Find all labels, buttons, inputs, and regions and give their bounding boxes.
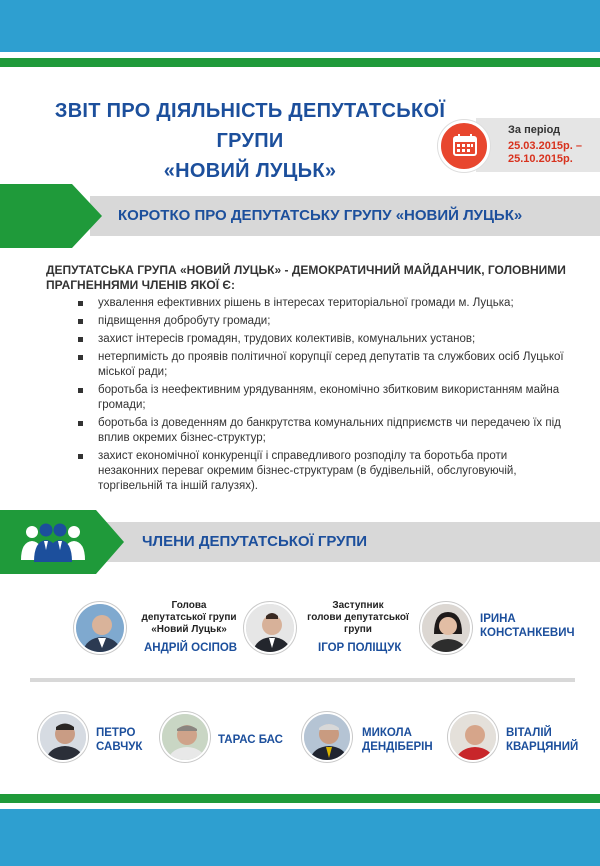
group-people-icon xyxy=(18,520,88,564)
avatar-bas xyxy=(160,712,210,762)
member-name-dendiberin xyxy=(362,726,433,754)
goal-item xyxy=(78,449,568,494)
goal-item xyxy=(78,416,568,446)
bullet-marker xyxy=(78,319,83,324)
members-divider xyxy=(30,678,575,682)
role-line: депутатської групи xyxy=(141,612,237,623)
period-from: 25.03.2015р. – xyxy=(508,140,583,152)
goal-item xyxy=(78,296,568,311)
goal-item xyxy=(78,314,568,329)
name-line: ПЕТРО xyxy=(96,727,136,739)
role-line: Заступник xyxy=(332,600,384,611)
name-line: САВЧУК xyxy=(96,741,143,753)
bullet-marker xyxy=(78,355,83,360)
goal-text: ухвалення ефективних рішень в інтересах територіальної громади м. Луцька; xyxy=(98,297,514,309)
leader-name-polishchuk: ІГОР ПОЛІЩУК xyxy=(318,642,402,654)
about-intro: ДЕПУТАТСЬКА ГРУПА «НОВИЙ ЛУЦЬК» - ДЕМОКРАТИЧНИЙ МАЙДАНЧИК, ГОЛОВНИМИ ПРАГНЕННЯМИ ЧЛЕНІВ ЯКОЇ Є: xyxy=(46,263,566,292)
about-banner-green-block xyxy=(0,184,72,248)
top-blue-band xyxy=(0,0,600,52)
role-line: «Новий Луцьк» xyxy=(151,624,227,635)
goal-item xyxy=(78,332,568,347)
goal-text: захист інтересів громадян, трудових колективів, комунальних установ; xyxy=(98,333,476,345)
goals-list xyxy=(78,296,568,497)
avatar-konstankevych xyxy=(420,602,472,654)
leader-role-polishchuk xyxy=(302,600,414,636)
name-line: КОНСТАНКЕВИЧ xyxy=(480,627,575,639)
role-line: групи xyxy=(344,624,372,635)
goal-item xyxy=(78,350,568,380)
members-section-heading: ЧЛЕНИ ДЕПУТАТСЬКОЇ ГРУПИ xyxy=(142,533,368,550)
goal-text: боротьба із неефективним урядуванням, економічно збитковим використанням майна громади; xyxy=(98,384,560,411)
name-line: ІРИНА xyxy=(480,613,516,625)
leader-name-konstankevych xyxy=(480,612,575,640)
name-line: ВІТАЛІЙ xyxy=(506,727,552,739)
avatar-osipov xyxy=(74,602,126,654)
goal-item xyxy=(78,383,568,413)
members-banner-arrow xyxy=(96,510,124,574)
bullet-marker xyxy=(78,301,83,306)
name-line: ДЕНДІБЕРІН xyxy=(362,741,433,753)
bullet-marker xyxy=(78,388,83,393)
goal-text: захист економічної конкуренції і справедливого розподілу та боротьба проти незаконних переваг окремим бізнес-структурам (в будівельній, обслуговуючій, торгівельній та іншій галузях). xyxy=(98,450,517,492)
bullet-marker xyxy=(78,421,83,426)
period-label: За період xyxy=(508,124,561,136)
page-title-line1: ЗВІТ ПРО ДІЯЛЬНІСТЬ ДЕПУТАТСЬКОЇ ГРУПИ xyxy=(54,100,446,152)
member-name-savchuk xyxy=(96,726,142,754)
avatar-savchuk xyxy=(38,712,88,762)
period-dates xyxy=(508,140,600,166)
page-title-line2: «НОВИЙ ЛУЦЬК» xyxy=(163,160,337,182)
member-name-bas: ТАРАС БАС xyxy=(218,734,283,746)
bullet-marker xyxy=(78,454,83,459)
goal-text: підвищення добробуту громади; xyxy=(98,315,271,327)
role-line: голови депутатської xyxy=(307,612,409,623)
avatar-kvartsianyi xyxy=(448,712,498,762)
goal-text: боротьба із доведенням до банкрутства комунальних підприємств чи передачею їх під вплив окремих бізнес-структур; xyxy=(98,417,561,444)
goal-text: нетерпимість до проявів політичної корупції серед депутатів та службових осіб Луцької міської ради; xyxy=(98,351,564,378)
about-section-heading: КОРОТКО ПРО ДЕПУТАТСЬКУ ГРУПУ «НОВИЙ ЛУЦЬК» xyxy=(118,207,523,224)
about-banner-arrow xyxy=(72,184,102,248)
avatar-dendiberin xyxy=(302,712,352,762)
bottom-blue-band xyxy=(0,809,600,866)
calendar-icon xyxy=(453,134,477,156)
name-line: КВАРЦЯНИЙ xyxy=(506,741,579,753)
role-line: Голова xyxy=(171,600,207,611)
avatar-polishchuk xyxy=(244,602,296,654)
bottom-green-stripe xyxy=(0,794,600,803)
leader-name-osipov: АНДРІЙ ОСІПОВ xyxy=(144,642,238,654)
bullet-marker xyxy=(78,337,83,342)
member-name-kvartsianyi xyxy=(506,726,578,754)
page-title xyxy=(40,96,460,186)
name-line: МИКОЛА xyxy=(362,727,412,739)
top-green-stripe xyxy=(0,58,600,67)
leader-role-osipov xyxy=(128,600,250,636)
period-to: 25.10.2015р. xyxy=(508,153,573,165)
